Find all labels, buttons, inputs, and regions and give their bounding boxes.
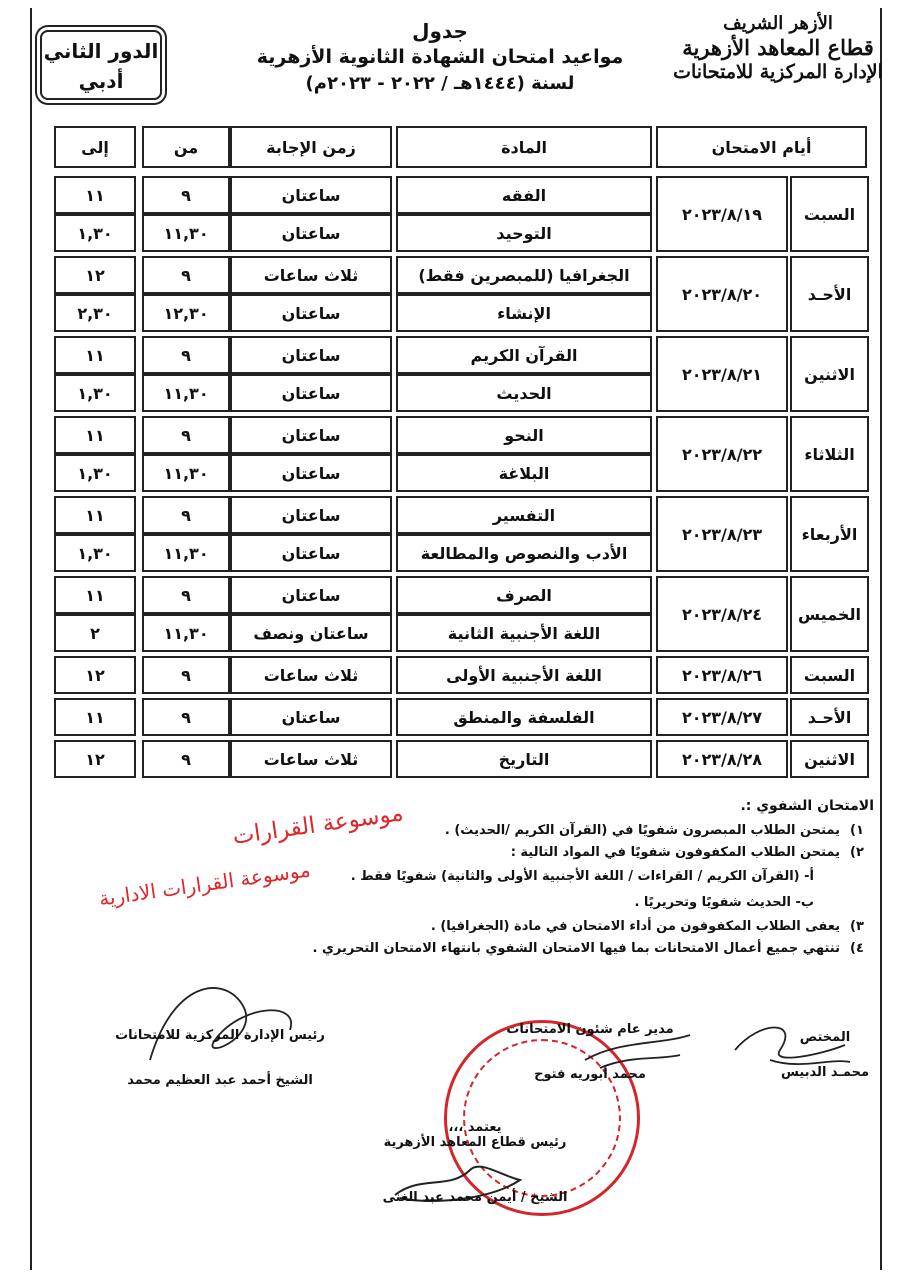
duration-cell: ثلاث ساعات [230, 256, 392, 294]
subject-cell: القرآن الكريم [396, 336, 652, 374]
duration-cell: ثلاث ساعات [230, 656, 392, 694]
note-item: ٣)يعفى الطلاب المكفوفون من أداء الامتحان في مادة (الجغرافيا) . [430, 919, 864, 934]
to-cell: ١,٣٠ [54, 454, 136, 492]
day-cell: السبت [790, 656, 869, 694]
header-subject: المادة [396, 126, 652, 168]
duration-cell: ساعتان [230, 336, 392, 374]
specialist-name: محمـد الدبيس [780, 1065, 870, 1080]
note-item: ٢)يمتحن الطلاب المكفوفون شفويًا في المواد التالية : [510, 845, 864, 860]
subject-cell: اللغة الأجنبية الأولى [396, 656, 652, 694]
note-text: يعفى الطلاب المكفوفون من أداء الامتحان في مادة (الجغرافيا) . [430, 919, 840, 934]
subject-cell: الأدب والنصوص والمطالعة [396, 534, 652, 572]
duration-cell: ساعتان [230, 496, 392, 534]
header-duration: زمن الإجابة [230, 126, 392, 168]
from-cell: ١١,٣٠ [142, 534, 230, 572]
duration-cell: ساعتان [230, 214, 392, 252]
header-from: من [142, 126, 230, 168]
to-cell: ٢,٣٠ [54, 294, 136, 332]
note-item: ٤)تنتهي جميع أعمال الامتحانات بما فيها الامتحان الشفوي بانتهاء الامتحان التحريري . [312, 941, 864, 956]
note-text: يمتحن الطلاب المكفوفون شفويًا في المواد التالية : [510, 845, 840, 860]
day-cell: الخميس [790, 576, 869, 652]
director-title: مدير عام شئون الامتحانات [506, 1022, 674, 1037]
date-cell: ٢٠٢٣/٨/٢٨ [656, 740, 788, 778]
note-subitem: ب- الحديث شفويًا وتحريريًا . [634, 895, 814, 910]
title-line-2: مواعيد امتحان الشهادة الثانوية الأزهرية [256, 46, 624, 68]
to-cell: ١١ [54, 176, 136, 214]
day-cell: الاثنين [790, 740, 869, 778]
from-cell: ١١,٣٠ [142, 214, 230, 252]
subject-cell: الفلسفة والمنطق [396, 698, 652, 736]
duration-cell: ساعتان [230, 294, 392, 332]
day-cell: الاثنين [790, 336, 869, 412]
subject-cell: الجغرافيا (للمبصرين فقط) [396, 256, 652, 294]
specialist-title: المختص [799, 1030, 851, 1045]
date-cell: ٢٠٢٣/٨/٢٢ [656, 416, 788, 492]
from-cell: ٩ [142, 576, 230, 614]
director-name: محمد أبوريه فتوح [534, 1067, 646, 1082]
from-cell: ١٢,٣٠ [142, 294, 230, 332]
sector-title: رئيس قطاع المعاهد الأزهرية [383, 1135, 567, 1150]
note-subitem: أ- (القرآن الكريم / القراءات / اللغة الأجنبية الأولى والثانية) شفويًا فقط . [350, 869, 814, 884]
subject-cell: الحديث [396, 374, 652, 412]
from-cell: ٩ [142, 256, 230, 294]
note-text: تنتهي جميع أعمال الامتحانات بما فيها الامتحان الشفوي بانتهاء الامتحان التحريري . [312, 941, 840, 956]
duration-cell: ثلاث ساعات [230, 740, 392, 778]
from-cell: ٩ [142, 698, 230, 736]
to-cell: ٢ [54, 614, 136, 652]
duration-cell: ساعتان [230, 374, 392, 412]
to-cell: ١٢ [54, 256, 136, 294]
org-line-3: الإدارة المركزية للامتحانات [673, 61, 883, 83]
from-cell: ٩ [142, 176, 230, 214]
watermark-line-1: موسوعة القرارات [231, 800, 405, 850]
to-cell: ١١ [54, 576, 136, 614]
date-cell: ٢٠٢٣/٨/٢٣ [656, 496, 788, 572]
date-cell: ٢٠٢٣/٨/١٩ [656, 176, 788, 252]
day-cell: الأحـد [790, 256, 869, 332]
to-cell: ١١ [54, 416, 136, 454]
duration-cell: ساعتان [230, 454, 392, 492]
subject-cell: الإنشاء [396, 294, 652, 332]
from-cell: ٩ [142, 336, 230, 374]
note-item: ١)يمتحن الطلاب المبصرون شفويًا في (القرآن الكريم /الحديث) . [444, 823, 864, 838]
day-cell: الثلاثاء [790, 416, 869, 492]
track-label: أدبي [78, 69, 124, 93]
subject-cell: النحو [396, 416, 652, 454]
title-line-1: جدول [412, 19, 468, 43]
subject-cell: البلاغة [396, 454, 652, 492]
head-title: رئيس الإدارة المركزية للامتحانات [115, 1028, 325, 1043]
header-to: إلى [54, 126, 136, 168]
subject-cell: التاريخ [396, 740, 652, 778]
day-cell: الأربعاء [790, 496, 869, 572]
from-cell: ١١,٣٠ [142, 614, 230, 652]
sector-name: الشيخ / أيمن محمد عبد الغنى [382, 1190, 568, 1205]
notes-title: الامتحان الشفوي :. [740, 798, 874, 814]
day-cell: السبت [790, 176, 869, 252]
from-cell: ١١,٣٠ [142, 454, 230, 492]
subject-cell: التوحيد [396, 214, 652, 252]
to-cell: ١,٣٠ [54, 534, 136, 572]
from-cell: ٩ [142, 656, 230, 694]
watermark-line-2: موسوعة القرارات الادارية [97, 857, 312, 911]
approve-label: يعتمد ،،، [448, 1120, 502, 1135]
head-name: الشيخ أحمد عبد العظيم محمد [127, 1073, 313, 1088]
from-cell: ٩ [142, 496, 230, 534]
subject-cell: الصرف [396, 576, 652, 614]
day-cell: الأحـد [790, 698, 869, 736]
header-days: أيام الامتحان [656, 126, 867, 168]
director-signature [500, 1022, 680, 1082]
to-cell: ١٢ [54, 740, 136, 778]
date-cell: ٢٠٢٣/٨/٢٧ [656, 698, 788, 736]
to-cell: ١,٣٠ [54, 214, 136, 252]
duration-cell: ساعتان [230, 416, 392, 454]
org-line-1: الأزهر الشريف [723, 13, 833, 34]
subject-cell: اللغة الأجنبية الثانية [396, 614, 652, 652]
from-cell: ١١,٣٠ [142, 374, 230, 412]
subject-cell: الفقه [396, 176, 652, 214]
date-cell: ٢٠٢٣/٨/٢٤ [656, 576, 788, 652]
date-cell: ٢٠٢٣/٨/٢١ [656, 336, 788, 412]
duration-cell: ساعتان [230, 576, 392, 614]
to-cell: ١١ [54, 336, 136, 374]
head-signature [110, 1028, 330, 1088]
sector-signature [360, 1120, 590, 1205]
duration-cell: ساعتان [230, 176, 392, 214]
org-line-2: قطاع المعاهد الأزهرية [682, 35, 874, 60]
specialist-signature [770, 1030, 880, 1080]
to-cell: ١١ [54, 698, 136, 736]
to-cell: ١,٣٠ [54, 374, 136, 412]
from-cell: ٩ [142, 416, 230, 454]
note-text: يمتحن الطلاب المبصرون شفويًا في (القرآن الكريم /الحديث) . [444, 823, 840, 838]
title-line-3: لسنة (١٤٤٤هـ / ٢٠٢٢ - ٢٠٢٣م) [305, 73, 575, 94]
to-cell: ١٢ [54, 656, 136, 694]
to-cell: ١١ [54, 496, 136, 534]
date-cell: ٢٠٢٣/٨/٢٦ [656, 656, 788, 694]
from-cell: ٩ [142, 740, 230, 778]
duration-cell: ساعتان ونصف [230, 614, 392, 652]
date-cell: ٢٠٢٣/٨/٢٠ [656, 256, 788, 332]
subject-cell: التفسير [396, 496, 652, 534]
round-label: الدور الثاني [43, 39, 159, 63]
duration-cell: ساعتان [230, 698, 392, 736]
duration-cell: ساعتان [230, 534, 392, 572]
